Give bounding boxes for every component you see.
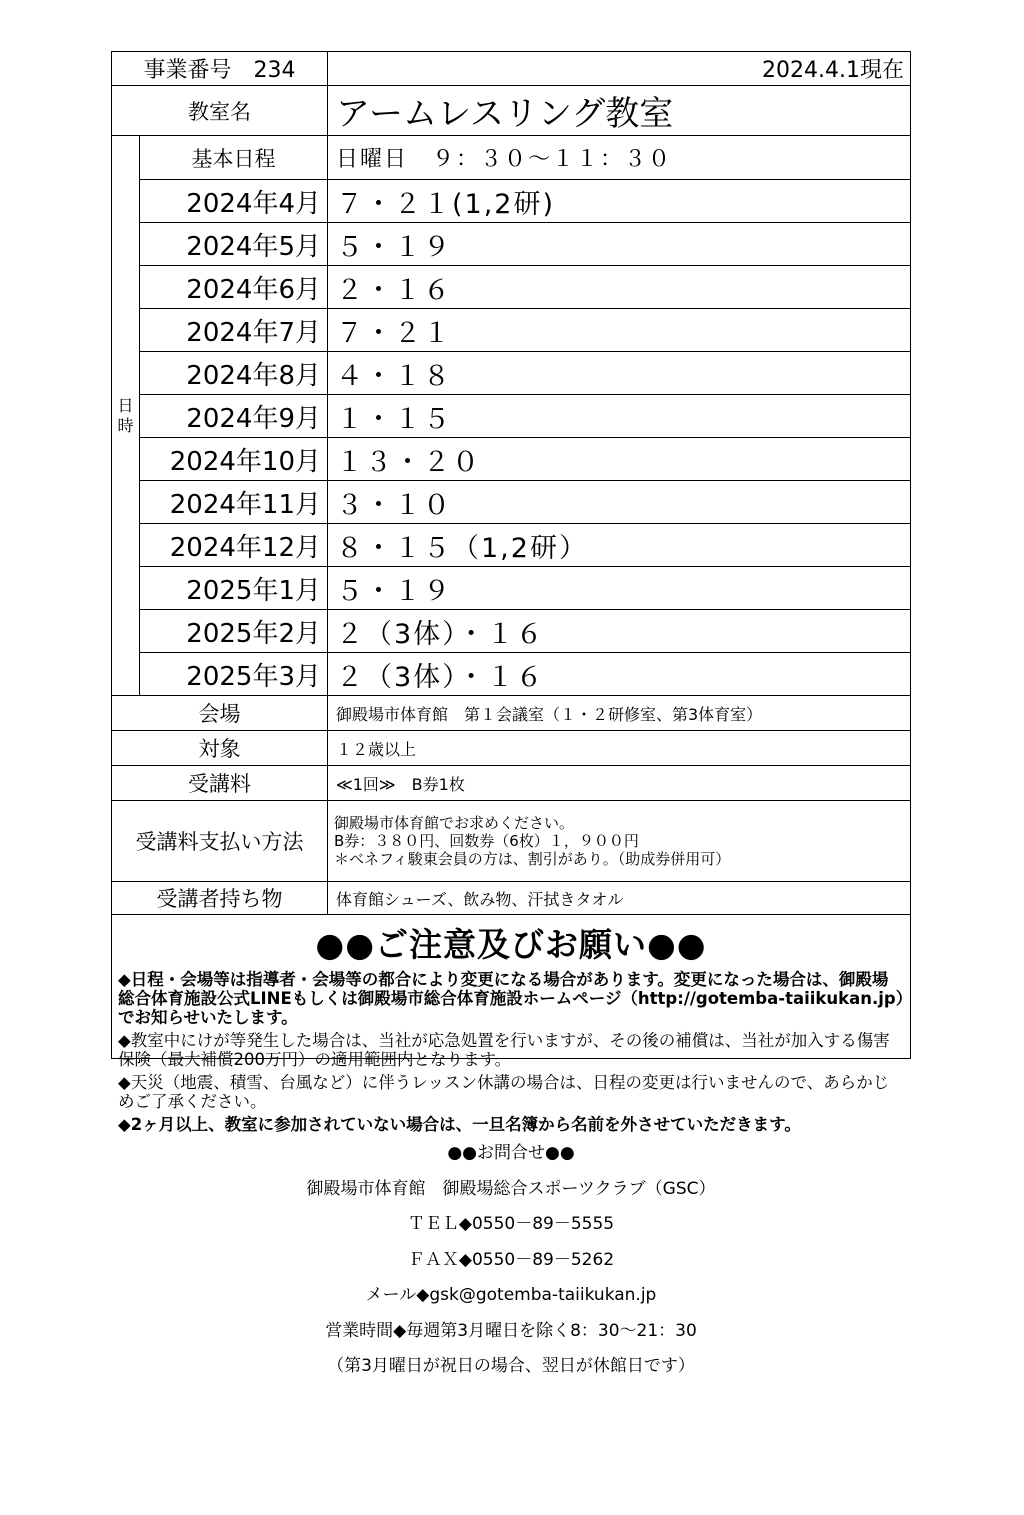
- payment-details: [328, 801, 911, 882]
- month-row: [112, 481, 911, 524]
- contact-section: [112, 1136, 910, 1385]
- program-number: 事業番号 234: [112, 52, 328, 86]
- month-dates: ２（3体）・１６: [328, 653, 911, 696]
- payment-label: 受講料支払い方法: [112, 801, 328, 882]
- month-label: 2024年5月: [140, 223, 328, 266]
- datetime-side-label: [112, 136, 140, 696]
- items-value: 体育館シューズ、飲み物、汗拭きタオル: [328, 882, 911, 915]
- month-row: [112, 438, 911, 481]
- notice-paragraph: ◆教室中にけが等発生した場合は、当社が応急処置を行いますが、その後の補償は、当社が加入する傷害保険（最大補償200万円）の適用範囲内となります。: [118, 1031, 890, 1069]
- contact-tel: ＴＥＬ◆0550－89－5555: [407, 1214, 615, 1234]
- month-row: [112, 180, 911, 223]
- notice-paragraph: ◆2ヶ月以上、教室に参加されていない場合は、一旦名簿から名前を外させていただきます。: [118, 1115, 801, 1134]
- month-label: 2025年2月: [140, 610, 328, 653]
- month-row: [112, 266, 911, 309]
- month-dates: ５・１９: [328, 223, 911, 266]
- notice-paragraph: ◆天災（地震、積雪、台風など）に伴うレッスン休講の場合は、日程の変更は行いませんので、あらかじめご了承ください。: [118, 1073, 890, 1111]
- class-name-label: 教室名: [112, 86, 328, 136]
- month-label: 2025年3月: [140, 653, 328, 696]
- month-dates: ４・１８: [328, 352, 911, 395]
- month-row: [112, 610, 911, 653]
- month-row: [112, 567, 911, 610]
- month-row: [112, 223, 911, 266]
- contact-hours: 営業時間◆毎週第3月曜日を除く8：30～21：30: [325, 1320, 697, 1341]
- notice-section: [112, 915, 910, 1515]
- payment-line: B券：３８０円、回数券（6枚）１，９００円: [334, 832, 639, 850]
- month-dates: ２（3体）・１６: [328, 610, 911, 653]
- class-name-value: アームレスリング教室: [328, 86, 911, 136]
- month-row: [112, 352, 911, 395]
- month-label: 2024年8月: [140, 352, 328, 395]
- contact-fax: ＦＡＸ◆0550－89－5262: [407, 1249, 615, 1270]
- month-row: [112, 309, 911, 352]
- month-label: 2024年6月: [140, 266, 328, 309]
- notice-title: ●●ご注意及びお願い●●: [315, 925, 707, 964]
- venue-value: 御殿場市体育館 第１会議室（１・２研修室、第3体育室）: [328, 696, 911, 731]
- month-label: 2025年1月: [140, 567, 328, 610]
- schedule-document: [111, 51, 911, 1376]
- side-label-time: 時: [117, 415, 134, 435]
- venue-label: 会場: [112, 696, 328, 731]
- contact-org: 御殿場市体育館 御殿場総合スポーツクラブ（GSC）: [306, 1178, 716, 1199]
- month-label: 2024年10月: [140, 438, 328, 481]
- month-dates: １・１５: [328, 395, 911, 438]
- month-dates: ７・２１(1,2研): [328, 180, 911, 223]
- month-dates: ２・１６: [328, 266, 911, 309]
- fee-value: ≪1回≫ B券1枚: [328, 766, 911, 801]
- month-label: 2024年4月: [140, 180, 328, 223]
- month-row: [112, 653, 911, 696]
- month-label: 2024年11月: [140, 481, 328, 524]
- side-label-day: 日: [117, 395, 134, 415]
- month-label: 2024年12月: [140, 524, 328, 567]
- base-schedule-label: 基本日程: [140, 136, 328, 180]
- month-label: 2024年7月: [140, 309, 328, 352]
- as-of-date: 2024.4.1現在: [328, 52, 911, 86]
- month-dates: ５・１９: [328, 567, 911, 610]
- month-dates: ７・２１: [328, 309, 911, 352]
- month-dates: ８・１５（1,2研）: [328, 524, 911, 567]
- base-schedule-value: 日曜日 ９：３０～１１：３０: [328, 136, 911, 180]
- target-label: 対象: [112, 731, 328, 766]
- payment-line: ＊ベネフィ駿東会員の方は、割引があり。（助成券併用可）: [334, 850, 731, 868]
- payment-line: 御殿場市体育館でお求めください。: [334, 814, 575, 832]
- month-row: [112, 524, 911, 567]
- contact-hours-note: （第3月曜日が祝日の場合、翌日が休館日です）: [327, 1356, 695, 1376]
- fee-label: 受講料: [112, 766, 328, 801]
- target-value: １２歳以上: [328, 731, 911, 766]
- contact-heading: ●●お問合せ●●: [447, 1143, 575, 1163]
- schedule-table: [111, 51, 911, 915]
- items-label: 受講者持ち物: [112, 882, 328, 915]
- notice-paragraph: ◆日程・会場等は指導者・会場等の都合により変更になる場合があります。変更になった場合は、御殿場総合体育施設公式LINEもしくは御殿場市総合体育施設ホームページ（http://gotemba-taiikukan.jp）でお知らせいたします。: [118, 970, 904, 1027]
- month-row: [112, 395, 911, 438]
- month-dates: ３・１０: [328, 481, 911, 524]
- contact-mail: メール◆gsk@gotemba-taiikukan.jp: [365, 1285, 657, 1305]
- month-label: 2024年9月: [140, 395, 328, 438]
- month-dates: １３・２０: [328, 438, 911, 481]
